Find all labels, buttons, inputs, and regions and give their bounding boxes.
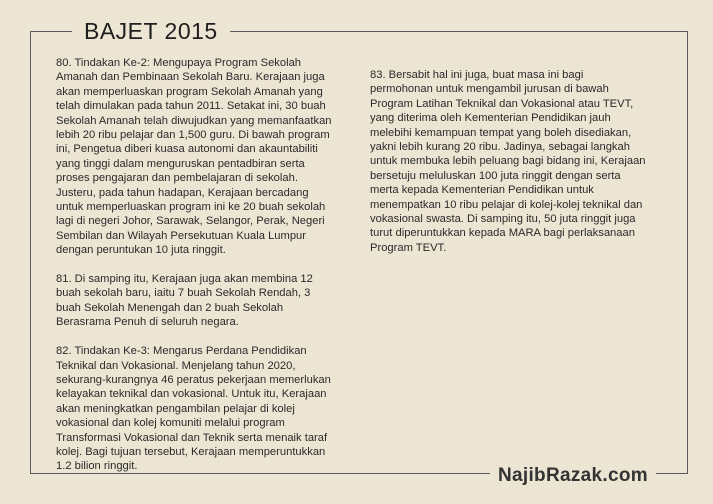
- paragraph-81: 81. Di samping itu, Kerajaan juga akan membina 12 buah sekolah baru, iaitu 7 buah Sekolah Rendah, 3 buah Sekolah Menengah dan 2 buah Sekolah Berasrama Penuh di seluruh negara.: [56, 273, 313, 329]
- site-brand: NajibRazak.com: [490, 462, 656, 490]
- paragraph-82: 82. Tindakan Ke-3: Mengarus Perdana Pendidikan Teknikal dan Vokasional. Menjelang tahun 2020, sekurang-kurangnya 46 peratus pekerjaan memerlukan kelayakan teknikal dan vokasional. Untuk itu, Kerajaan akan meningkatkan pengambilan pelajar di kolej vokasional dan kolej komuniti melalui program Transformasi Vokasional dan Teknik serta menaik taraf kolej. Bagi tujuan tersebut, Kerajaan memperuntukkan 1.2 bilion ringgit.: [56, 345, 331, 473]
- right-column: [370, 68, 670, 270]
- paragraph-83: 83. Bersabit hal ini juga, buat masa ini bagi permohonan untuk mengambil jurusan di bawah Program Latihan Teknikal dan Vokasional atau TEVT, yang diterima oleh Kementerian Pendidikan jauh melebihi kemampuan tempat yang boleh disediakan, yakni lebih kurang 20 ribu. Jadinya, sebagai langkah untuk membuka lebih peluang bagi bidang ini, Kerajaan bersetuju meluluskan 100 juta ringgit dengan serta merta kepada Kementerian Pendidikan untuk menempatkan 10 ribu pelajar di kolej-kolej teknikal dan vokasional swasta. Di samping itu, 50 juta ringgit juga turut diperuntukkan kepada MARA bagi perlaksanaan Program TEVT.: [370, 69, 646, 254]
- page-title: BAJET 2015: [72, 14, 230, 48]
- left-column: [56, 56, 356, 488]
- paragraph-80: 80. Tindakan Ke-2: Mengupaya Program Sekolah Amanah dan Pembinaan Sekolah Baru. Kerajaan juga akan memperluaskan program Sekolah Amanah yang telah dimulakan pada tahun 2011. Setakat ini, 30 buah Sekolah Amanah telah diwujudkan yang memanfaatkan lebih 20 ribu pelajar dan 1,500 guru. Di bawah program ini, Pengetua diberi kuasa autonomi dan akauntabiliti yang tinggi dalam menguruskan pentadbiran serta proses pengajaran dan pembelajaran di sekolah. Justeru, pada tahun hadapan, Kerajaan bercadang untuk memperluaskan program ini ke 20 buah sekolah lagi di negeri Johor, Sarawak, Selangor, Perak, Negeri Sembilan dan Wilayah Persekutuan Kuala Lumpur dengan peruntukan 10 juta ringgit.: [56, 57, 332, 257]
